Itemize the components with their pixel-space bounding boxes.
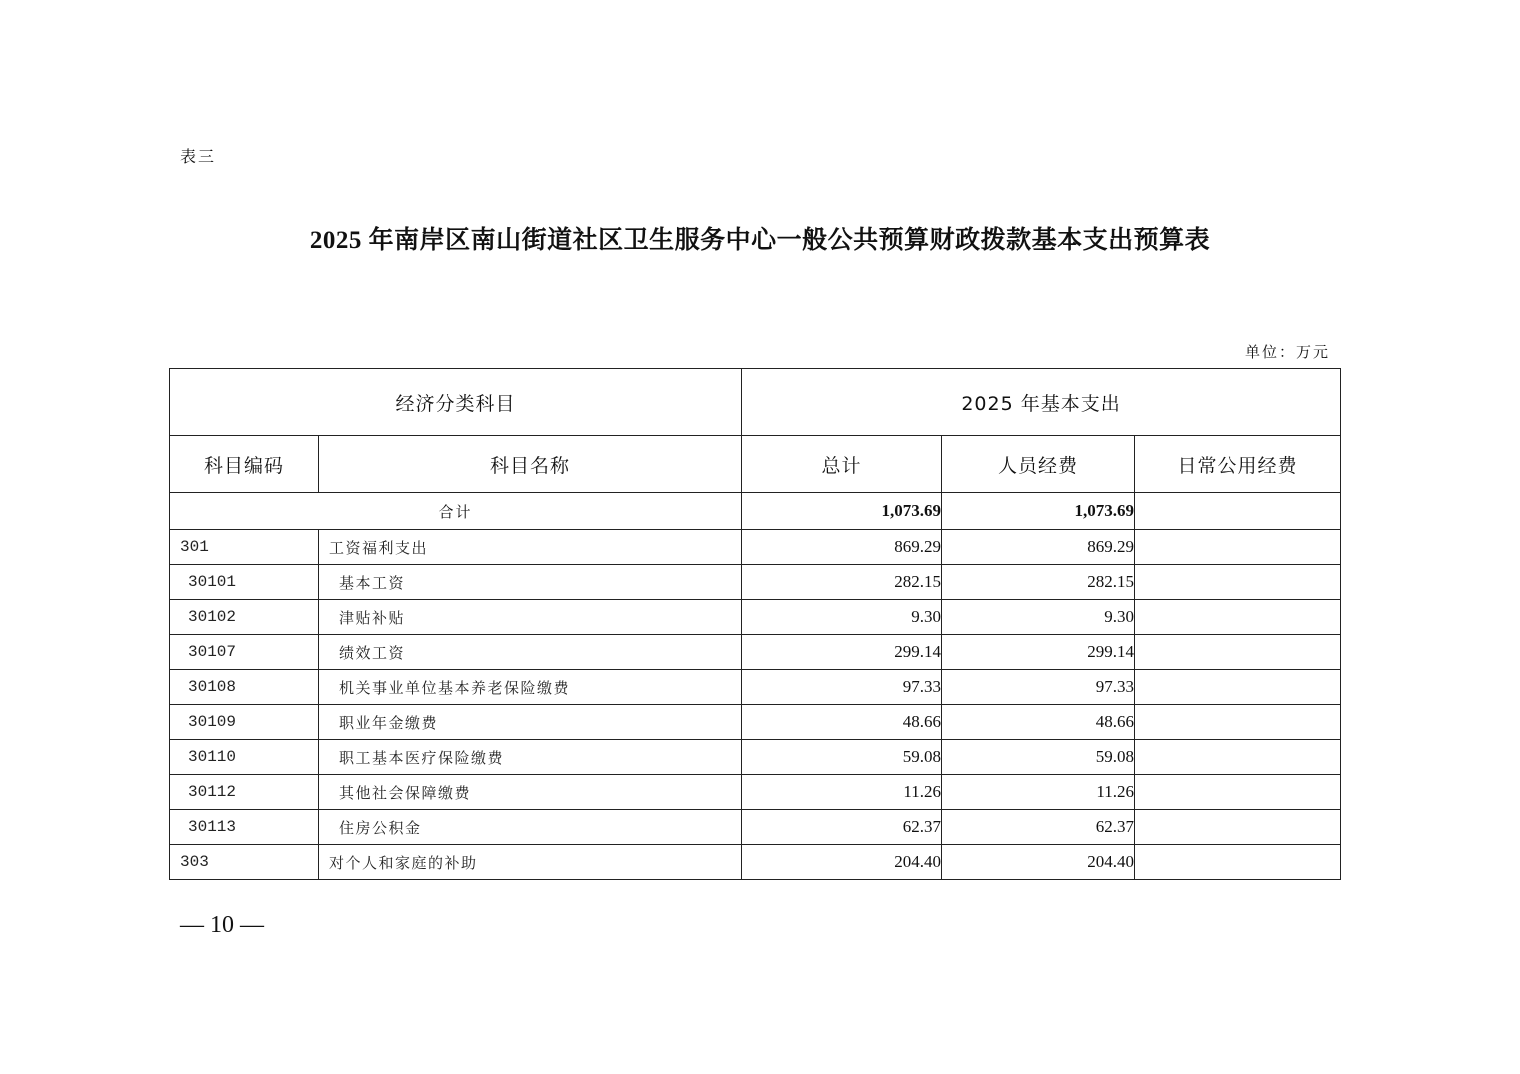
header-subject-code: 科目编码	[170, 436, 319, 493]
table-row	[170, 705, 1341, 740]
table-row	[170, 600, 1341, 635]
subject-code-cell: 30109	[170, 705, 319, 740]
total-row	[170, 493, 1341, 530]
subject-name-cell: 住房公积金	[319, 810, 742, 845]
page-title: 2025 年南岸区南山街道社区卫生服务中心一般公共预算财政拨款基本支出预算表	[309, 227, 1211, 254]
public-cell	[1135, 530, 1341, 565]
subject-name-cell: 其他社会保障缴费	[319, 775, 742, 810]
total-public	[1135, 493, 1341, 530]
header-row-group	[170, 369, 1341, 436]
page-number: — 10 —	[180, 912, 264, 938]
subject-code-cell: 30110	[170, 740, 319, 775]
public-cell	[1135, 810, 1341, 845]
subject-code-cell: 30113	[170, 810, 319, 845]
total-sum: 1,073.69	[742, 493, 942, 530]
total-label: 合计	[170, 493, 742, 530]
public-cell	[1135, 565, 1341, 600]
public-cell	[1135, 635, 1341, 670]
total-cell: 9.30	[742, 600, 942, 635]
subject-code-cell: 30108	[170, 670, 319, 705]
public-cell	[1135, 705, 1341, 740]
subject-code-cell: 30101	[170, 565, 319, 600]
table-row	[170, 845, 1341, 880]
total-cell: 204.40	[742, 845, 942, 880]
personnel-cell: 204.40	[942, 845, 1135, 880]
public-cell	[1135, 740, 1341, 775]
subject-code-cell: 30107	[170, 635, 319, 670]
header-economic-category: 经济分类科目	[170, 369, 742, 436]
table-row	[170, 810, 1341, 845]
personnel-cell: 9.30	[942, 600, 1135, 635]
header-public-expense: 日常公用经费	[1135, 436, 1341, 493]
personnel-cell: 59.08	[942, 740, 1135, 775]
table-row	[170, 740, 1341, 775]
personnel-cell: 48.66	[942, 705, 1135, 740]
header-row-columns	[170, 436, 1341, 493]
personnel-cell: 62.37	[942, 810, 1135, 845]
subject-name-cell: 机关事业单位基本养老保险缴费	[319, 670, 742, 705]
subject-name-cell: 职工基本医疗保险缴费	[319, 740, 742, 775]
personnel-cell: 11.26	[942, 775, 1135, 810]
table-row	[170, 635, 1341, 670]
total-cell: 869.29	[742, 530, 942, 565]
personnel-cell: 869.29	[942, 530, 1135, 565]
subject-name-cell: 工资福利支出	[319, 530, 742, 565]
table-row	[170, 530, 1341, 565]
subject-code-cell: 30112	[170, 775, 319, 810]
table-row	[170, 565, 1341, 600]
total-cell: 62.37	[742, 810, 942, 845]
subject-code-cell: 301	[170, 530, 319, 565]
total-cell: 59.08	[742, 740, 942, 775]
subject-name-cell: 绩效工资	[319, 635, 742, 670]
header-personnel-expense: 人员经费	[942, 436, 1135, 493]
budget-table	[169, 368, 1341, 880]
total-cell: 11.26	[742, 775, 942, 810]
total-cell: 97.33	[742, 670, 942, 705]
table-row	[170, 670, 1341, 705]
public-cell	[1135, 775, 1341, 810]
header-total: 总计	[742, 436, 942, 493]
subject-code-cell: 30102	[170, 600, 319, 635]
total-personnel: 1,073.69	[942, 493, 1135, 530]
subject-code-cell: 303	[170, 845, 319, 880]
public-cell	[1135, 845, 1341, 880]
personnel-cell: 97.33	[942, 670, 1135, 705]
header-subject-name: 科目名称	[319, 436, 742, 493]
public-cell	[1135, 670, 1341, 705]
subject-name-cell: 基本工资	[319, 565, 742, 600]
personnel-cell: 282.15	[942, 565, 1135, 600]
table-row	[170, 775, 1341, 810]
subject-name-cell: 对个人和家庭的补助	[319, 845, 742, 880]
total-cell: 48.66	[742, 705, 942, 740]
personnel-cell: 299.14	[942, 635, 1135, 670]
subject-name-cell: 职业年金缴费	[319, 705, 742, 740]
total-cell: 282.15	[742, 565, 942, 600]
header-basic-expense: 2025 年基本支出	[742, 369, 1341, 436]
total-cell: 299.14	[742, 635, 942, 670]
subject-name-cell: 津贴补贴	[319, 600, 742, 635]
public-cell	[1135, 600, 1341, 635]
unit-label: 单位：万元	[1244, 343, 1330, 361]
table-label: 表三	[180, 147, 217, 166]
